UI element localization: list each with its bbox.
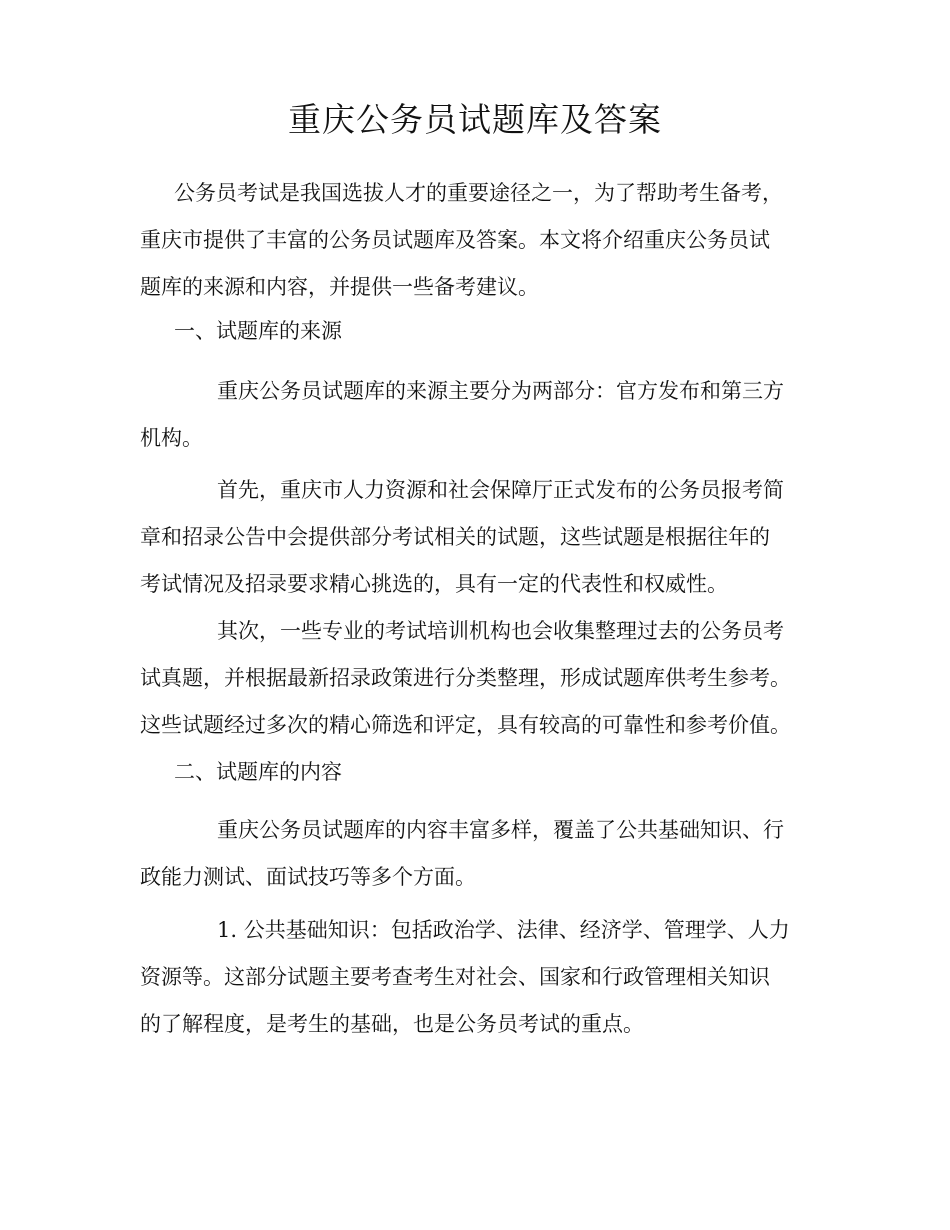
text-line: 重庆公务员试题库的内容丰富多样，覆盖了公共基础知识、行 — [217, 818, 784, 842]
text-line: 机构。 — [140, 426, 203, 450]
official-source-paragraph — [140, 467, 820, 608]
section-heading-content — [140, 749, 820, 796]
heading-line: 一、试题库的来源 — [174, 319, 342, 343]
text-line: 1. 公共基础知识：包括政治学、法律、经济学、管理学、人力 — [217, 918, 790, 942]
text-line: 试真题，并根据最新招录政策进行分类整理，形成试题库供考生参考。 — [140, 666, 791, 690]
text-line: 的了解程度，是考生的基础，也是公务员考试的重点。 — [140, 1012, 644, 1036]
text-line: 政能力测试、面试技巧等多个方面。 — [140, 865, 476, 889]
third-party-source-paragraph — [140, 608, 820, 749]
text-line: 首先，重庆市人力资源和社会保障厅正式发布的公务员报考简 — [217, 478, 784, 502]
text-line: 考试情况及招录要求精心挑选的，具有一定的代表性和权威性。 — [140, 572, 728, 596]
public-knowledge-paragraph — [140, 907, 820, 1048]
text-line: 其次，一些专业的考试培训机构也会收集整理过去的公务员考 — [217, 619, 784, 643]
text-line: 章和招录公告中会提供部分考试相关的试题，这些试题是根据往年的 — [140, 525, 770, 549]
text-line: 题库的来源和内容，并提供一些备考建议。 — [140, 275, 539, 299]
text-line: 重庆市提供了丰富的公务员试题库及答案。本文将介绍重庆公务员试 — [140, 228, 770, 252]
text-line: 这些试题经过多次的精心筛选和评定，具有较高的可靠性和参考价值。 — [140, 713, 791, 737]
section-heading-source — [140, 308, 820, 355]
text-line: 重庆公务员试题库的来源主要分为两部分：官方发布和第三方 — [217, 379, 784, 403]
content-overview-paragraph — [140, 807, 820, 901]
text-line: 资源等。这部分试题主要考查考生对社会、国家和行政管理相关知识 — [140, 965, 770, 989]
heading-line: 二、试题库的内容 — [174, 760, 342, 784]
text-line: 公务员考试是我国选拔人才的重要途径之一，为了帮助考生备考， — [174, 181, 783, 205]
intro-paragraph — [140, 170, 820, 311]
document-title: 重庆公务员试题库及答案 — [288, 100, 662, 139]
source-overview-paragraph — [140, 368, 820, 462]
